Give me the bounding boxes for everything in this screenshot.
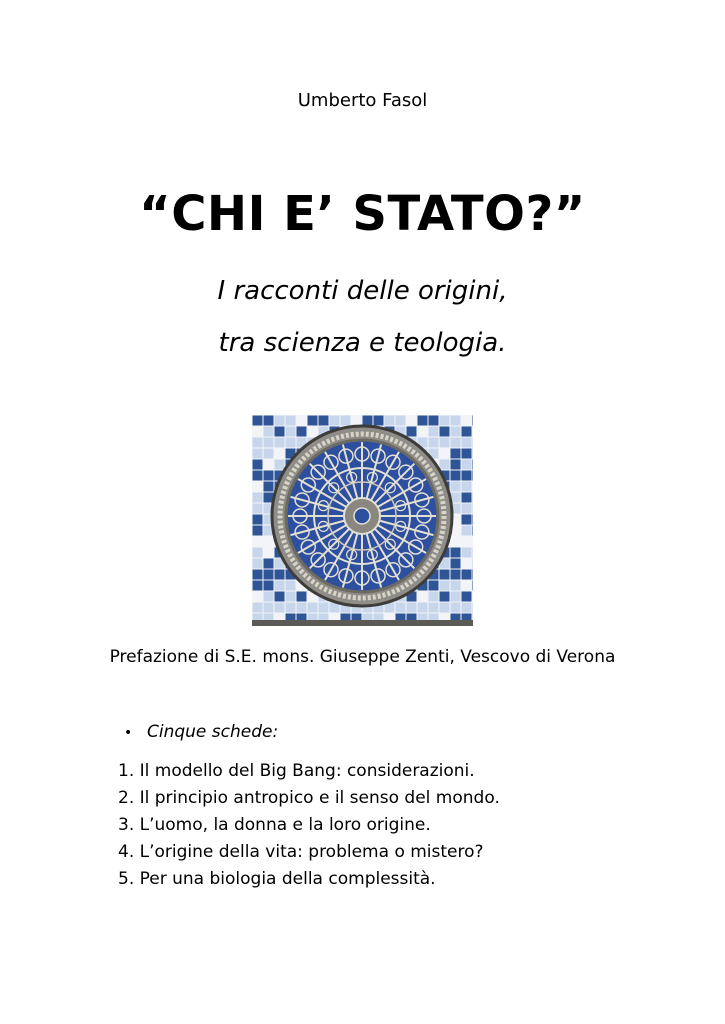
schede-list — [118, 758, 500, 893]
book-title: “CHI E’ STATO?” — [139, 186, 586, 242]
subtitle-line-2: tra scienza e teologia. — [218, 328, 507, 358]
schede-heading-row — [124, 722, 278, 742]
author-name: Umberto Fasol — [297, 90, 428, 111]
bullet-icon: • — [124, 725, 133, 741]
list-item: 2. Il principio antropico e il senso del mondo. — [118, 788, 500, 808]
preface-note: Prefazione di S.E. mons. Giuseppe Zenti, Vescovo di Verona — [109, 647, 616, 667]
list-item: 1. Il modello del Big Bang: considerazioni. — [118, 761, 475, 781]
schede-heading: Cinque schede: — [147, 722, 279, 742]
subtitle-line-1: I racconti delle origini, — [217, 276, 508, 306]
rose-window-image — [252, 415, 473, 626]
list-item: 4. L’origine della vita: problema o mistero? — [118, 842, 484, 862]
list-item: 5. Per una biologia della complessità. — [118, 869, 436, 889]
list-item: 3. L’uomo, la donna e la loro origine. — [118, 815, 431, 835]
